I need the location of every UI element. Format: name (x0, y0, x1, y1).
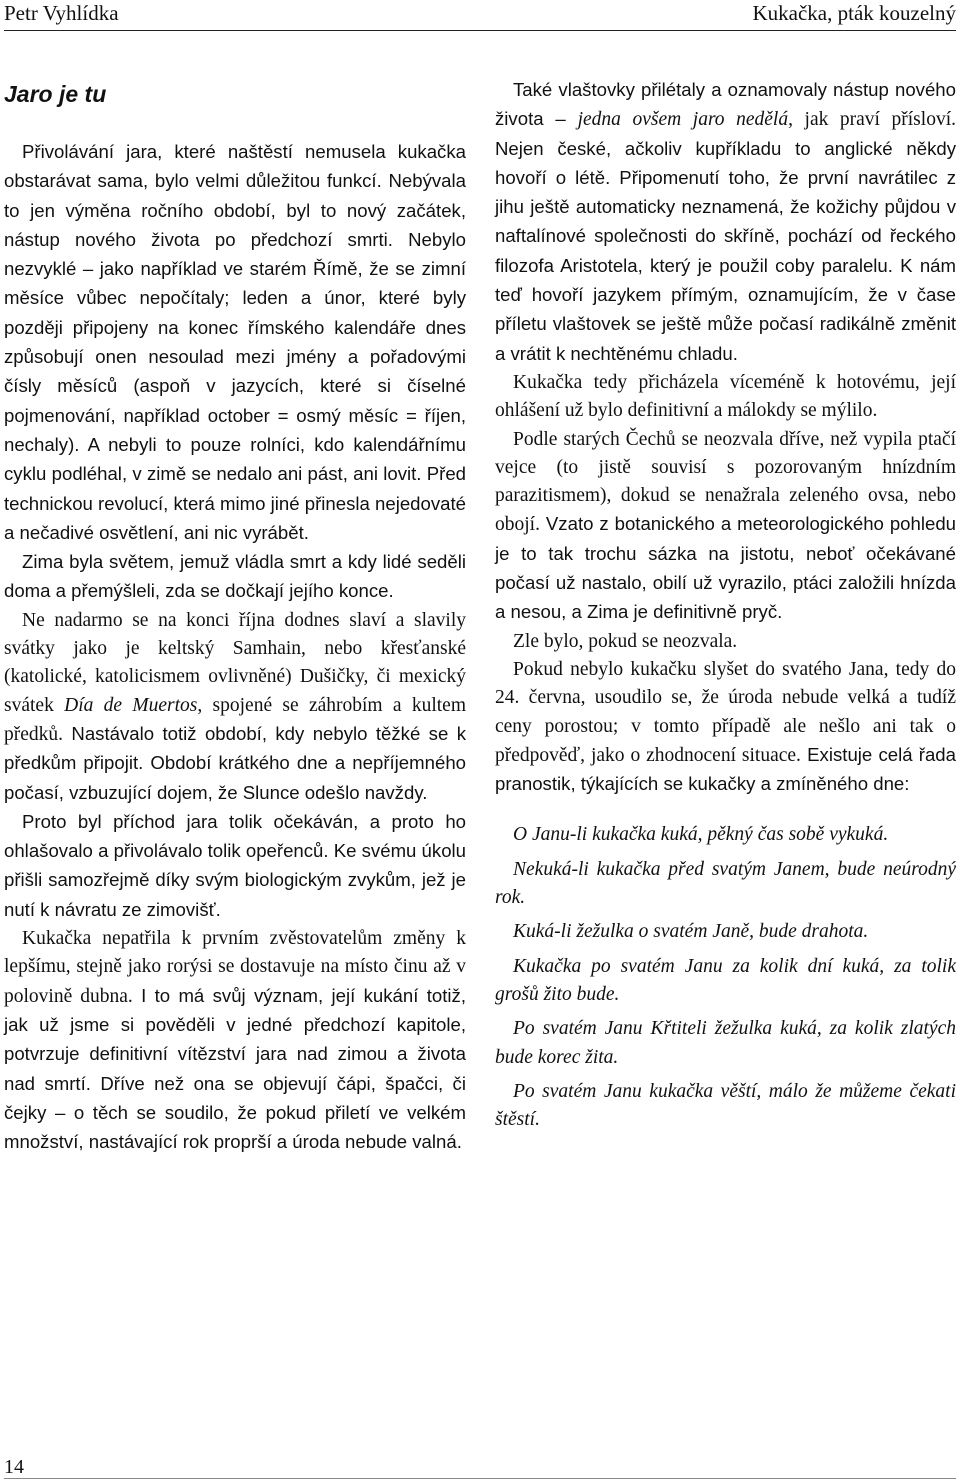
running-header (4, 0, 956, 31)
paragraph: Také vlaštovky přilétaly a oznamovaly nástup nového života – jedna ovšem jaro nedělá, jak praví přísloví. Nejen české, ačkoliv kupříkladu to anglické někdy hovoří o létě. Připomenutí toho, že první navrátilec z jihu ještě automaticky neznamená, že kožichy půjdou v naftalínové společnosti do skříně, pochází od řeckého filozofa Aristotela, který je použil coby paralelu. K nám teď hovoří jazykem přímým, oznamujícím, že v čase příletu vlaštovek se ještě může počasí radikálně změnit a vrátit k nechtěnému chladu. (495, 79, 956, 364)
paragraph: Kukačka nepatřila k prvním zvěstovatelům změny k lepšímu, stejně jako rorýsi se dostavuje na místo činu až v polovině dubna. I to má svůj význam, její kukání totiž, jak už jsme si pověděli v jedné předchozí kapitole, potvrzuje definitivní vítězství jara nad zimou a života nad smrtí. Dříve než ona se objevují čápi, špačci, či čejky – o těch se soudilo, že pokud přiletí ve velkém množství, nastávající rok proprší a úroda nebude valná. (4, 928, 466, 1153)
paragraph: Ne nadarmo se na konci října dodnes slaví a slavily svátky jako je keltský Samhain, nebo křesťanské (katolické, katolicismem ovlivněné) Dušičky, či mexický svátek Día de Muertos, spojené se záhrobím a kultem předků. Nastávalo totiž období, kdy nebylo těžké se k předkům připojit. Období krátkého dne a nepříjemného počasí, vzbuzující dojem, že Slunce odešlo navždy. (4, 609, 466, 803)
sayings-list (495, 821, 956, 1134)
page-number: 14 (4, 1456, 24, 1478)
header-author: Petr Vyhlídka (4, 1, 119, 25)
header-book-title: Kukačka, pták kouzelný (752, 1, 956, 25)
saying: Po svatém Janu Křtiteli žežulka kuká, za kolik zlatých bude korec žita. (495, 1018, 956, 1068)
left-column (4, 66, 466, 1157)
saying: Po svatém Janu kukačka věští, málo že můžeme čekati štěstí. (495, 1080, 956, 1131)
paragraph: Proto byl příchod jara tolik očekáván, a proto ho ohlašovalo a přivolávalo tolik opeřenců. Ke svému úkolu přišli samozřejmě díky svým biologickým zvykům, jež je nutí k návratu ze zimovišť. (4, 810, 467, 920)
paragraph: Podle starých Čechů se neozvala dříve, než vypila ptačí vejce (to jistě souvisí s pozorovaným hnízdním parazitismem), dokud se nenažrala zeleného ovsa, nebo obojí. Vzato z botanického a meteorologického pohledu je to tak trochu sázka na jistotu, neboť očekávané počasí už nastalo, obilí už vyrazilo, ptáci založili hnízda a nesou, a Zima je definitivně pryč. (495, 428, 956, 623)
right-column (495, 76, 956, 1140)
saying: Kukačka po svatém Janu za kolik dní kuká, za tolik grošů žito bude. (495, 955, 956, 1005)
paragraph: Kukačka tedy přicházela víceméně k hotovému, její ohlášení už bylo definitivní a málokdy se mýlilo. (495, 371, 956, 422)
saying: O Janu-li kukačka kuká, pěkný čas sobě vykuká. (513, 824, 889, 846)
bottom-rule (4, 1478, 956, 1479)
paragraph: Pokud nebylo kukačku slyšet do svatého Jana, tedy do 24. června, usoudilo se, že úroda nebude velká a tudíž ceny porostou; v tomto případě ale nešlo ani tak o předpověď, jako o zhodnocení situace. Existuje celá řada pranostik, týkajících se kukačky a zmíněného dne: (495, 658, 956, 795)
paragraph: Zima byla světem, jemuž vládla smrt a kdy lidé seděli doma a přemýšleli, zda se dočkají jejího konce. (4, 551, 466, 602)
section-title: Jaro je tu (4, 81, 107, 107)
saying: Nekuká-li kukačka před svatým Janem, bude neúrodný rok. (495, 858, 956, 909)
paragraph: Přivolávání jara, které naštěstí nemusela kukačka obstarávat sama, bylo velmi důležitou funkcí. Nebývala to jen výměna ročního období, byl to nový začátek, nástup nového života po předchozí smrti. Nebylo nezvyklé – jako například ve starém Římě, že se zimní měsíce vůbec nepočítaly; leden a únor, které byly později připojeny na konec římského kalendáře dnes způsobují onen nesoulad mezi jmény a pořadovými čísly měsíců (aspoň v jazycích, které si číselné pojmenování, například october = osmý měsíc = říjen, nechaly). A nebyli to pouze rolníci, kdo kalendářnímu cyklu podléhal, v zimě se nedalo ani pást, ani lovit. Před technickou revolucí, která mimo jiné přinesla nejedovaté a nečadivé osvětlení, ani nic vyrábět. (4, 141, 466, 543)
saying: Kuká-li žežulka o svatém Janě, bude drahota. (513, 921, 869, 943)
paragraph: Zle bylo, pokud se neozvala. (513, 630, 738, 652)
